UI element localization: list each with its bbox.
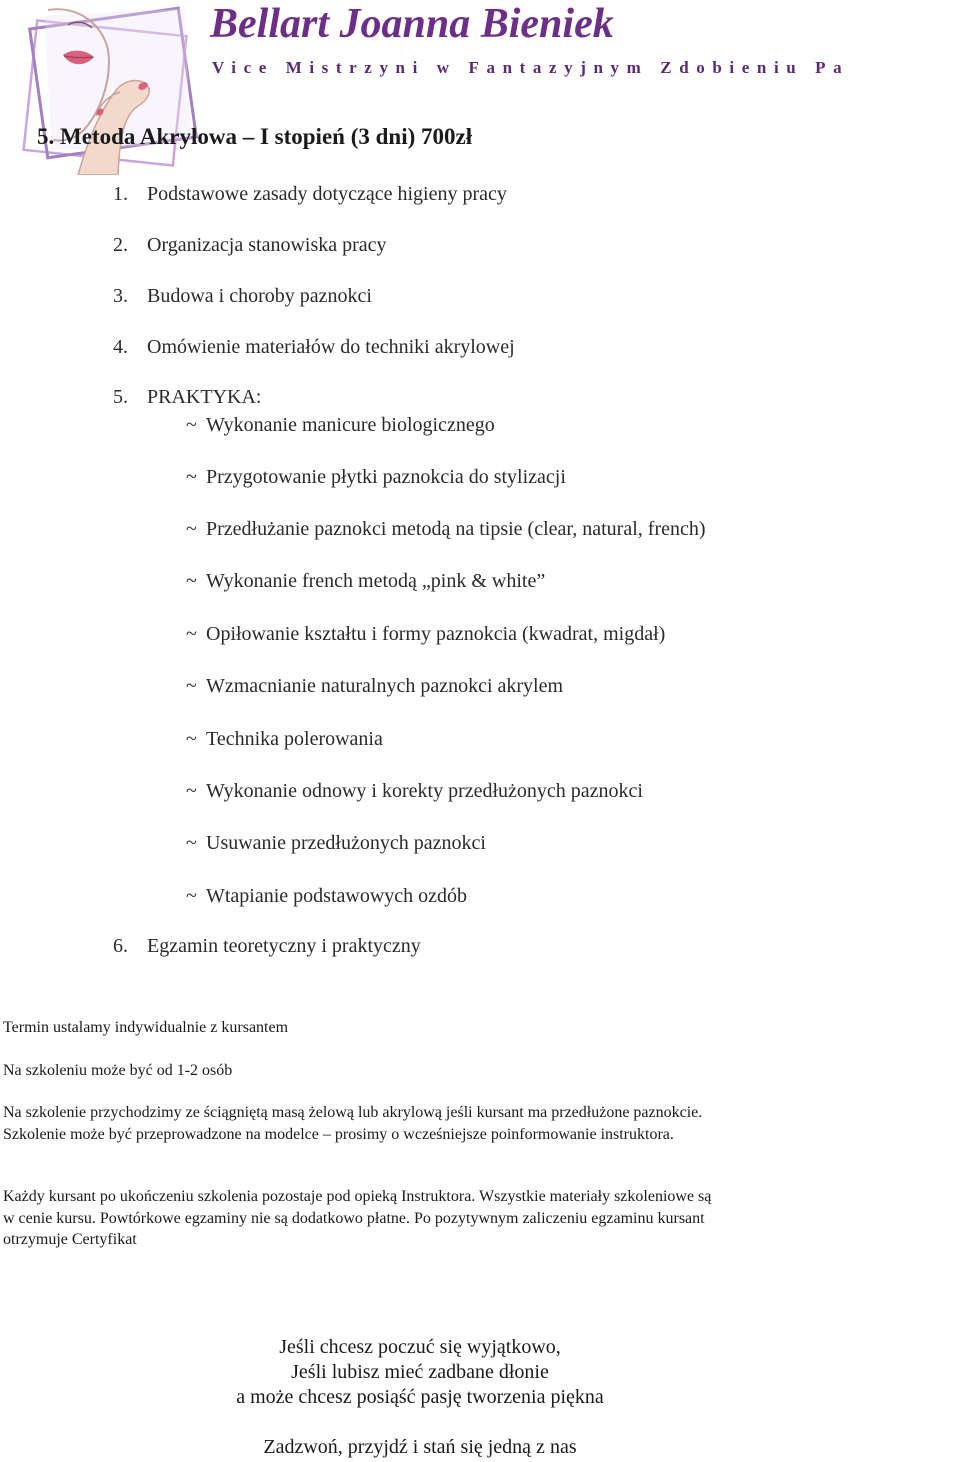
program-item-number: 1.	[113, 183, 128, 205]
closing-line-2: Jeśli lubisz mieć zadbane dłonie	[291, 1361, 549, 1383]
practice-item-marker: ~	[186, 466, 197, 488]
program-item-text: Omówienie materiałów do techniki akrylowej	[147, 336, 515, 358]
practice-item-text: Wykonanie french metodą „pink & white”	[206, 570, 546, 592]
practice-item	[186, 623, 665, 646]
practice-item-marker: ~	[186, 518, 197, 540]
practice-item-text: Technika polerowania	[206, 728, 383, 750]
course-title: 5. Metoda Akrylowa – I stopień (3 dni) 700zł	[37, 124, 473, 149]
program-item	[113, 336, 515, 359]
brand-tagline: Vice Mistrzyni w Fantazyjnym Zdobieniu Pa	[212, 58, 850, 77]
practice-item	[186, 414, 495, 437]
practice-item-text: Przygotowanie płytki paznokcia do stylizacji	[206, 466, 566, 488]
brand-title: Bellart Joanna Bieniek	[210, 1, 614, 47]
practice-item-marker: ~	[186, 675, 197, 697]
practice-item-text: Opiłowanie kształtu i formy paznokcia (kwadrat, migdał)	[206, 623, 666, 645]
program-item	[113, 386, 261, 409]
practice-item-marker: ~	[186, 832, 197, 854]
practice-item-text: Wzmacnianie naturalnych paznokci akrylem	[206, 675, 564, 697]
note-prep-line-1: Na szkolenie przychodzimy ze ściągniętą masą żelową lub akrylową jeśli kursant ma przedłużone paznokcie.	[3, 1104, 703, 1121]
practice-item-marker: ~	[186, 780, 197, 802]
program-item-text: Organizacja stanowiska pracy	[147, 234, 387, 256]
note-care-line-3: otrzymuje Certyfikat	[3, 1231, 137, 1248]
practice-item-marker: ~	[186, 570, 197, 592]
program-item	[113, 285, 372, 308]
practice-item	[186, 728, 383, 751]
practice-item	[186, 832, 486, 855]
practice-item	[186, 780, 643, 803]
practice-item-marker: ~	[186, 885, 197, 907]
note-term: Termin ustalamy indywidualnie z kursantem	[3, 1019, 289, 1036]
note-prep-line-2: Szkolenie może być przeprowadzone na modelce – prosimy o wcześniejsze poinformowanie instruktora.	[3, 1126, 674, 1143]
closing-line-4: Zadzwoń, przyjdź i stań się jedną z nas	[263, 1436, 577, 1458]
program-item-number: 5.	[113, 386, 128, 408]
program-item-number: 3.	[113, 285, 128, 307]
practice-item-marker: ~	[186, 728, 197, 750]
practice-item-marker: ~	[186, 414, 197, 436]
note-care-line-1: Każdy kursant po ukończeniu szkolenia pozostaje pod opieką Instruktora. Wszystkie materiały szkoleniowe są	[3, 1188, 712, 1205]
program-item-number: 4.	[113, 336, 128, 358]
program-item-number: 2.	[113, 234, 128, 256]
practice-item-text: Usuwanie przedłużonych paznokci	[206, 832, 486, 854]
program-item-text: Podstawowe zasady dotyczące higieny pracy	[147, 183, 507, 205]
note-care-line-2: w cenie kursu. Powtórkowe egzaminy nie są dodatkowo płatne. Po pozytywnym zaliczeniu egzaminu kursant	[3, 1210, 705, 1227]
program-item	[113, 935, 421, 958]
program-item	[113, 234, 387, 257]
program-item-number: 6.	[113, 935, 128, 957]
practice-item-text: Wykonanie manicure biologicznego	[206, 414, 495, 436]
program-item-text: PRAKTYKA:	[147, 386, 262, 408]
program-item-text: Budowa i choroby paznokci	[147, 285, 372, 307]
practice-item-text: Wtapianie podstawowych ozdób	[206, 885, 468, 907]
note-group-size: Na szkoleniu może być od 1-2 osób	[3, 1062, 233, 1079]
program-item	[113, 183, 507, 206]
practice-item-text: Przedłużanie paznokci metodą na tipsie (clear, natural, french)	[206, 518, 706, 540]
practice-item-marker: ~	[186, 623, 197, 645]
program-item-text: Egzamin teoretyczny i praktyczny	[147, 935, 421, 957]
practice-item	[186, 570, 545, 593]
practice-item	[186, 675, 563, 698]
closing-line-1: Jeśli chcesz poczuć się wyjątkowo,	[279, 1336, 561, 1358]
practice-item	[186, 518, 706, 541]
practice-item-text: Wykonanie odnowy i korekty przedłużonych paznokci	[206, 780, 643, 802]
closing-line-3: a może chcesz posiąść pasję tworzenia piękna	[236, 1386, 604, 1408]
practice-item	[186, 466, 566, 489]
practice-item	[186, 885, 467, 908]
